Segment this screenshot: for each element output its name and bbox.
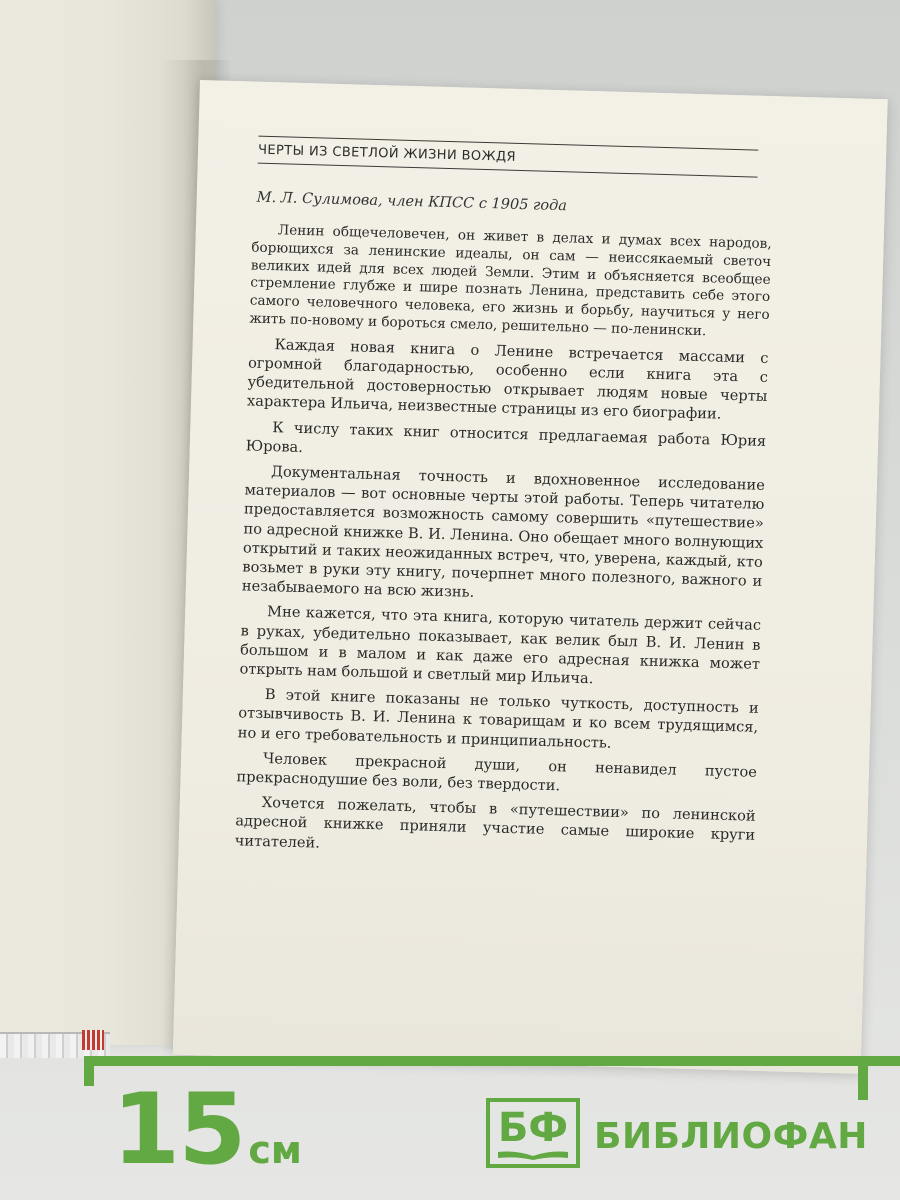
- scale-ruler-right-tick: [858, 1056, 868, 1100]
- header-block: [258, 136, 759, 178]
- paragraph: Хочется пожелать, чтобы в «путешествии» по ленинской адресной книжке приняли участие самые широкие круги читателей.: [234, 794, 756, 852]
- brand-name: БИБЛИОФАН: [594, 1116, 868, 1157]
- author-byline: М. Л. Сулимова, член КПСС с 1905 года: [256, 189, 568, 215]
- scale-unit: см: [248, 1128, 302, 1172]
- paragraph: Каждая новая книга о Ленине встречается массами с огромной благодарностью, особенно если книга эта с убедительной достоверностью открывает людям новые черты характера Ильича, неизвестные страницы из его биографии.: [246, 335, 769, 424]
- scale-number: 15: [112, 1073, 245, 1187]
- scale-ruler-left-tick: [84, 1056, 94, 1086]
- paragraph: Человек прекрасной души, он ненавидел пустое прекраснодушие без воли, без твердости.: [236, 749, 758, 795]
- paragraph: В этой книге показаны не только чуткость, доступность и отзывчивость В. И. Ленина к товарищам и ко всем трудящимся, но и его требовательность и принципиальность.: [237, 686, 759, 752]
- spine-red-band: [82, 1030, 104, 1050]
- running-head: ЧЕРТЫ ИЗ СВЕТЛОЙ ЖИЗНИ ВОЖДЯ: [257, 142, 517, 165]
- book-page: [173, 80, 888, 1074]
- open-book-icon: [496, 1150, 570, 1160]
- scale-ruler-bar: [84, 1056, 900, 1066]
- scale-label: [112, 1075, 302, 1200]
- paragraph: Мне кажется, что эта книга, которую читатель держит сейчас в руках, убедительно показывает, как велик был В. И. Ленин в большом и в малом и как даже его адресная книжка может открыть нам большой и светлый мир Ильича.: [239, 603, 762, 688]
- body-text: [235, 222, 772, 865]
- logo-letters: БФ: [497, 1105, 569, 1151]
- paragraph: Документальная точность и вдохновенное исследование материалов — вот основные черты этой работы. Теперь читателю предоставляется возможность самому совершить «путешествие» по адресной книжке В. И. Ленина. Оно обещает много волнующих открытий и таких неожиданных встреч, что, уверена, каждый, кто возьмет в руки эту книгу, почерпнет много полезного, важного и незабываемого на всю жизнь.: [241, 463, 766, 602]
- paragraph: Ленин общечеловечен, он живет в делах и думах всех народов, борющихся за ленинские идеалы, он сам — неиссякаемый светоч великих идей для всех людей Земли. Этим и объясняется всеобщее стремление глубже и шире познать Ленина, представить себе этого самого человечного человека, его жизнь и борьбу, научиться у него жить по-новому и бороться смело, решительно — по-ленински.: [249, 222, 772, 340]
- paragraph: К числу таких книг относится предлагаемая работа Юрия Юрова.: [245, 418, 767, 456]
- bibliofan-logo: [486, 1098, 580, 1168]
